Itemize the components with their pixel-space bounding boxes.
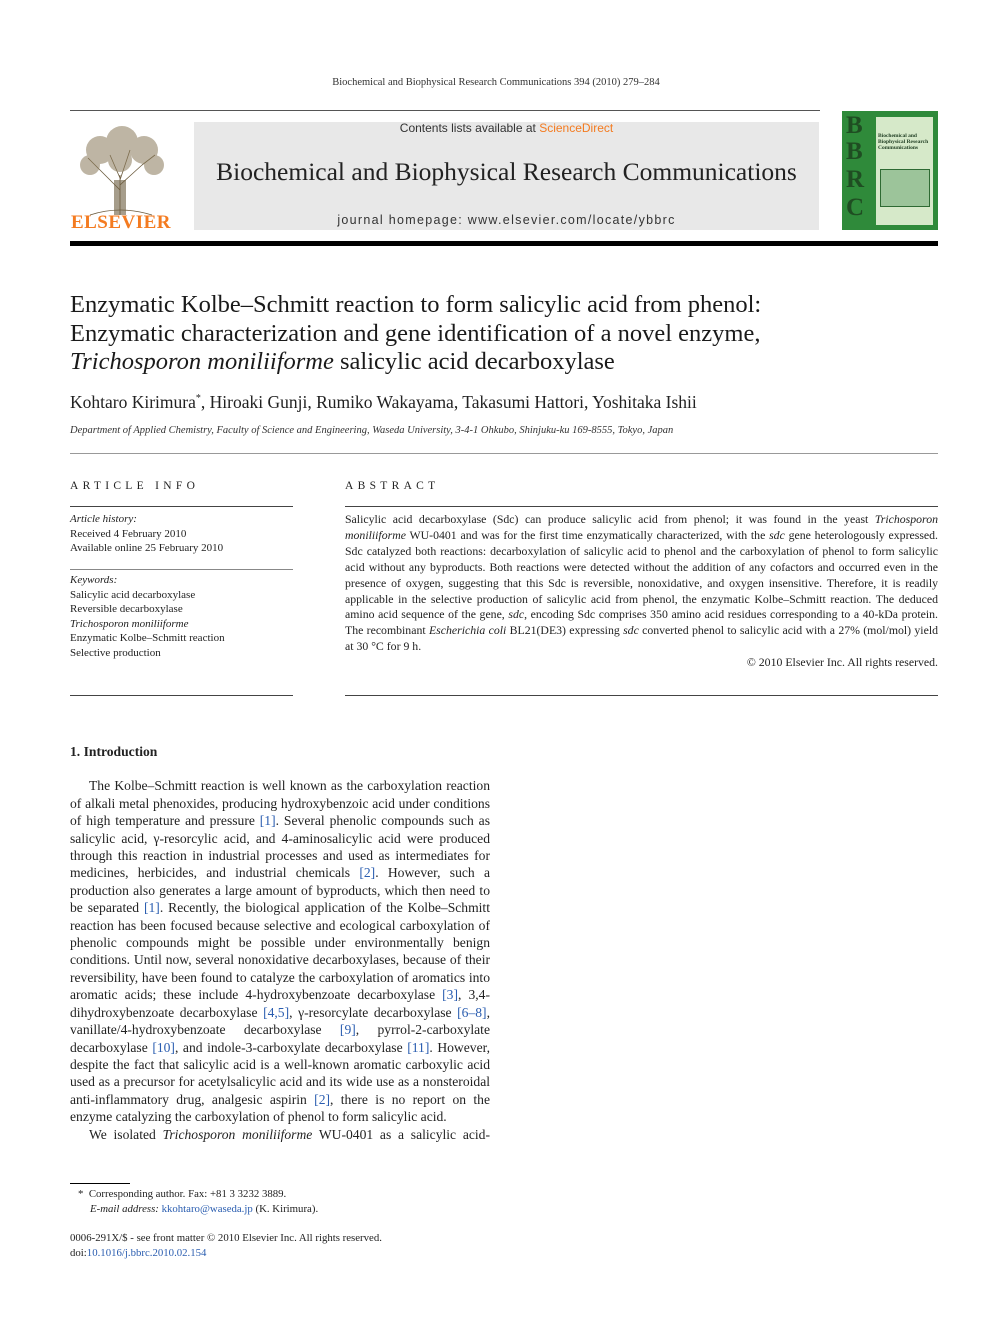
rule <box>345 506 938 507</box>
reference-link[interactable]: [9] <box>339 1022 356 1038</box>
keyword: Reversible decarboxylase <box>70 603 183 615</box>
keyword: Salicylic acid decarboxylase <box>70 588 196 601</box>
abstract-copyright: © 2010 Elsevier Inc. All rights reserved. <box>746 655 938 670</box>
issn-doi: 0006-291X/$ - see front matter © 2010 Elsevier Inc. All rights reserved. doi:10.1016/j.bbrc.2010.02.154 <box>70 1232 382 1259</box>
author-list: Kohtaro Kirimura*, Hiroaki Gunji, Rumiko Wakayama, Takasumi Hattori, Yoshitaka Ishii <box>70 392 697 412</box>
reference-link[interactable] <box>161 1144 184 1145</box>
cover-letter: B <box>846 112 863 139</box>
cover-title: Biochemical and Biophysical Research Communications <box>878 133 929 151</box>
keyword: Enzymatic Kolbe–Schmitt reaction <box>70 632 225 644</box>
reference-link[interactable]: [1] <box>259 813 276 829</box>
affiliation: Department of Applied Chemistry, Faculty of Science and Engineering, Waseda University, 3-4-1 Ohkubo, Shinjuku-ku 169-8555, Tokyo, Japan <box>70 425 674 436</box>
reference-link[interactable]: [2] <box>359 865 376 881</box>
body-column-left <box>70 743 490 1145</box>
rule <box>70 506 293 507</box>
sciencedirect-link[interactable]: ScienceDirect <box>539 121 614 135</box>
rule <box>345 695 938 696</box>
reference-link[interactable]: [4,5] <box>263 1004 290 1020</box>
separator-rule <box>70 453 938 454</box>
contents-line: Contents lists available at ScienceDirect <box>399 121 614 135</box>
reference-link[interactable]: [6–8] <box>457 1004 487 1020</box>
footnote-rule <box>70 1183 130 1184</box>
elsevier-wordmark[interactable]: ELSEVIER <box>70 212 172 233</box>
journal-title: Biochemical and Biophysical Research Communications <box>216 157 797 186</box>
header-rule <box>70 110 820 111</box>
header-thick-rule <box>70 241 938 246</box>
cover-letter: C <box>846 194 865 221</box>
reference-link[interactable]: [3] <box>442 987 459 1003</box>
paragraph: The Kolbe–Schmitt reaction is well known as the carboxylation reaction of alkali metal phenoxides, producing hydroxybenzoic acid under conditions of high temperature and pressure [1]. Several phenolic compounds such as salicylic acid, γ-resorcylic acid, and 4-aminosalicylic acid were produced through this reaction in industrial processes and used as intermediates for medicines, herbicides, and industrial chemicals [2]. However, such a production also generates a large amount of byproducts, which then need to be separated [1]. Recently, the biological application of the Kolbe–Schmitt reaction has been focused because selective and ecological carboxylation of phenolic compounds might be possible under environmentally benign conditions. Until now, several nonoxidative decarboxylases, because of their reversibility, have been found to catalyze the carboxylation of aromatics into aromatic acids; these include 4-hydroxybenzoate decarboxylase [3], 3,4-dihydroxybenzoate decarboxylase [4,5], γ-resorcylate decarboxylase [6–8], vanillate/4-hydroxybenzoate decarboxylase [9], pyrrol-2-carboxylate decarboxylase [10], and indole-3-carboxylate decarboxylase [11]. However, despite the fact that salicylic acid is a well-known aromatic carboxylic acid used as a precursor for acetylsalicylic acid and its wide use as a nonsteroidal anti-inflammatory drug, analgesic aspirin [2], there is no report on the enzyme catalyzing the carboxylation of phenol to form salicylic acid. <box>70 778 490 1125</box>
reference-link[interactable]: [11] <box>407 1039 430 1055</box>
footnote: * Corresponding author. Fax: +81 3 3232 3889. E-mail address: kkohtaro@waseda.jp (K. Kirimura). <box>78 1188 319 1215</box>
reference-link[interactable]: [2] <box>314 1091 331 1107</box>
cover-panel <box>876 117 933 225</box>
journal-homepage[interactable]: journal homepage: www.elsevier.com/locate/ybbrc <box>337 213 676 227</box>
corresponding-mark[interactable]: * <box>195 393 201 405</box>
journal-cover[interactable] <box>842 111 938 230</box>
abstract-heading: ABSTRACT <box>345 480 440 492</box>
keywords: Keywords: Salicylic acid decarboxylase Reversible decarboxylase Trichosporon moniliiforme Enzymatic Kolbe–Schmitt reaction Selective production <box>70 573 295 660</box>
reference-link[interactable]: [10] <box>152 1039 175 1055</box>
rule <box>70 569 293 570</box>
abstract-text: Salicylic acid decarboxylase (Sdc) can produce salicylic acid from phenol; it was found in the yeast Trichosporon moniliiforme WU-0401 and was for the first time enzymatically characterized, with the sdc gene heterologously expressed. Sdc catalyzed both reactions: decarboxylation of salicylic acid to phenol and the carboxylation of phenol to form salicylic acid without any byproducts. Both reactions were detected without the addition of any cofactors and occurred even in the presence of oxygen, suggesting that this Sdc is reversible, nonoxidative, and oxygen insensitive. Therefore, it is readily applicable in the selective production of salicylic acid from phenol, the enzymatic Kolbe–Schmitt reaction. The deduced amino acid sequence of the gene, sdc, encoding Sdc comprises 350 amino acid residues corresponding to a 40-kDa protein. The recombinant Escherichia coli BL21(DE3) expressing sdc converted phenol to salicylic acid with a 27% (mol/mol) yield at 30 °C for 9 h. © 2010 Elsevier Inc. All rights reserved. <box>345 512 939 670</box>
paragraph: We isolated Trichosporon moniliiforme WU-0401 as a salicylic acid- <box>70 1126 490 1145</box>
email-link[interactable]: kkohtaro@waseda.jp <box>161 1202 253 1215</box>
journal-citation: Biochemical and Biophysical Research Communications 394 (2010) 279–284 <box>332 77 660 88</box>
cover-letter: R <box>846 166 865 193</box>
body-column-right <box>519 743 938 1218</box>
keyword: Selective production <box>70 646 161 659</box>
reference-link[interactable]: [1] <box>143 900 160 916</box>
article-info-heading: ARTICLE INFO <box>70 480 200 492</box>
cover-image <box>880 169 930 207</box>
author-name[interactable]: Kohtaro Kirimura <box>70 392 196 412</box>
keyword: Trichosporon moniliiforme <box>70 617 189 630</box>
cover-letter: B <box>846 138 863 165</box>
article-title: Enzymatic Kolbe–Schmitt reaction to form salicylic acid from phenol: Enzymatic characterization and gene identification of a novel enzyme, Trichosporon moniliiforme salicylic acid decarboxylase <box>70 291 762 375</box>
doi-link[interactable]: 10.1016/j.bbrc.2010.02.154 <box>86 1246 207 1259</box>
section-heading: 1. Introduction <box>70 744 158 759</box>
rule <box>70 695 293 696</box>
article-history: Article history: Received 4 February 2010 Available online 25 February 2010 <box>70 513 224 554</box>
